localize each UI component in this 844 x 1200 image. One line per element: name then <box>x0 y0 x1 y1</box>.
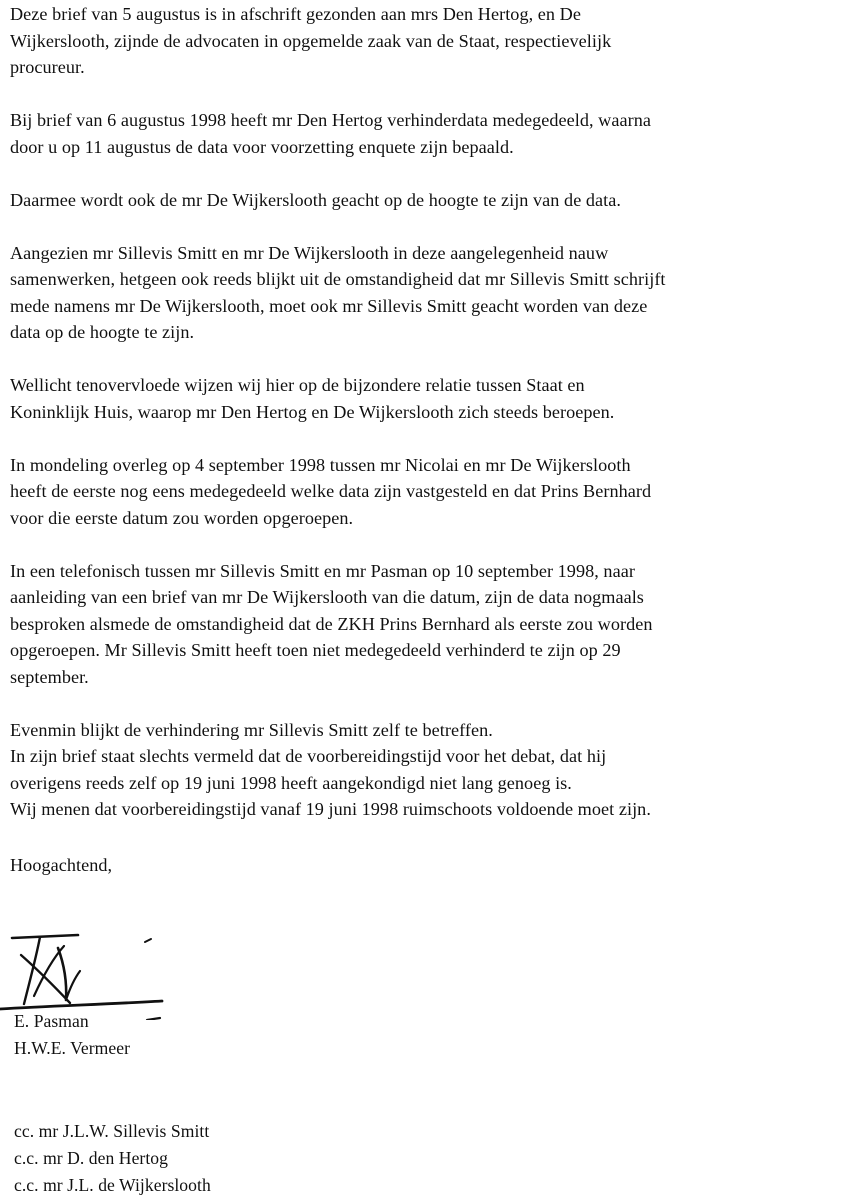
paragraph-6 <box>10 452 836 532</box>
text-line: Koninklijk Huis, waarop mr Den Hertog en De Wijkerslooth zich steeds beroepen. <box>10 401 615 422</box>
text-line: besproken alsmede de omstandigheid dat de ZKH Prins Bernhard als eerste zou worden <box>10 613 653 634</box>
text-line: procureur. <box>10 57 85 77</box>
closing-salutation: Hoogachtend, <box>10 854 113 875</box>
paragraph-1 <box>10 1 836 81</box>
cc-line: cc. mr J.L.W. Sillevis Smitt <box>14 1121 210 1141</box>
text-line: samenwerken, hetgeen ook reeds blijkt uit de omstandigheid dat mr Sillevis Smitt schrijft <box>10 269 666 289</box>
text-line: aanleiding van een brief van mr De Wijkerslooth van die datum, zijn de data nogmaals <box>10 587 644 607</box>
paragraph-2 <box>10 107 836 160</box>
text-line: door u op 11 augustus de data voor voorzetting enquete zijn bepaald. <box>10 136 514 157</box>
text-line: Wijkerslooth, zijnde de advocaten in opgemelde zaak van de Staat, respectievelijk <box>10 30 612 51</box>
text-line: Deze brief van 5 augustus is in afschrift gezonden aan mrs Den Hertog, en De <box>10 4 581 24</box>
text-line: overigens reeds zelf op 19 juni 1998 heeft aangekondigd niet lang genoeg is. <box>10 772 572 793</box>
text-line: mede namens mr De Wijkerslooth, moet ook mr Sillevis Smitt geacht worden van deze <box>10 295 648 316</box>
text-line: In zijn brief staat slechts vermeld dat de voorbereidingstijd voor het debat, dat hij <box>10 746 607 766</box>
text-line: Wellicht tenovervloede wijzen wij hier op de bijzondere relatie tussen Staat en <box>10 375 585 395</box>
paragraph-4 <box>10 240 836 346</box>
paragraph-8 <box>10 717 836 823</box>
cc-line: c.c. mr J.L. de Wijkerslooth <box>14 1175 211 1195</box>
signatory-name: E. Pasman <box>14 1011 89 1031</box>
text-line: In mondeling overleg op 4 september 1998 tussen mr Nicolai en mr De Wijkerslooth <box>10 454 631 475</box>
handwritten-signature <box>0 930 260 1020</box>
text-line: Daarmee wordt ook de mr De Wijkerslooth geacht op de hoogte te zijn van de data. <box>10 189 621 210</box>
paragraph-3 <box>10 187 836 214</box>
text-line: opgeroepen. Mr Sillevis Smitt heeft toen niet medegedeeld verhinderd te zijn op 29 <box>10 640 621 660</box>
text-line: Evenmin blijkt de verhindering mr Sillevis Smitt zelf te betreffen. <box>10 719 493 740</box>
text-line: In een telefonisch tussen mr Sillevis Smitt en mr Pasman op 10 september 1998, naar <box>10 560 635 581</box>
letter-body <box>10 1 836 878</box>
text-line: data op de hoogte te zijn. <box>10 322 195 342</box>
paragraph-5 <box>10 372 836 425</box>
text-line: september. <box>10 666 89 687</box>
signatory-name: H.W.E. Vermeer <box>14 1038 131 1058</box>
paragraph-7 <box>10 558 836 691</box>
signatory-block <box>14 1008 130 1062</box>
cc-line: c.c. mr D. den Hertog <box>14 1148 168 1168</box>
text-line: heeft de eerste nog eens medegedeeld welke data zijn vastgesteld en dat Prins Bernhard <box>10 481 652 501</box>
text-line: voor die eerste datum zou worden opgeroepen. <box>10 507 354 528</box>
text-line: Bij brief van 6 augustus 1998 heeft mr Den Hertog verhinderdata medegedeeld, waarna <box>10 110 651 130</box>
cc-list <box>14 1118 211 1199</box>
text-line: Aangezien mr Sillevis Smitt en mr De Wijkerslooth in deze aangelegenheid nauw <box>10 242 609 263</box>
text-line: Wij menen dat voorbereidingstijd vanaf 19 juni 1998 ruimschoots voldoende moet zijn. <box>10 799 651 819</box>
